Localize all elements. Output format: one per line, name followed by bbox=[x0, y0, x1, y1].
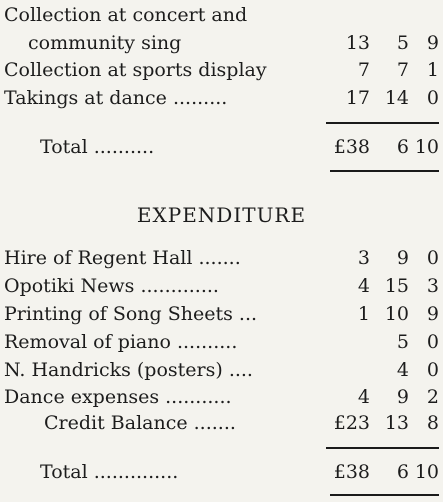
receipt-label: Collection at concert and bbox=[4, 4, 248, 26]
total-rule bbox=[326, 122, 439, 124]
expense-pence: 9 bbox=[426, 303, 439, 325]
expense-pounds: 4 bbox=[357, 275, 370, 297]
credit-balance-label: Credit Balance ....... bbox=[44, 412, 236, 434]
receipt-pounds: 7 bbox=[357, 59, 370, 81]
expense-pounds: 1 bbox=[357, 303, 370, 325]
expense-label: Hire of Regent Hall ....... bbox=[4, 247, 241, 269]
receipt-row bbox=[0, 85, 443, 112]
expense-row bbox=[0, 384, 443, 411]
receipt-pence: 9 bbox=[426, 32, 439, 54]
expense-pence: 2 bbox=[426, 386, 439, 408]
receipt-shillings: 5 bbox=[396, 32, 409, 54]
receipt-pounds: 17 bbox=[345, 87, 370, 109]
credit-balance-pence: 8 bbox=[426, 412, 439, 434]
expense-row bbox=[0, 329, 443, 356]
expense-row bbox=[0, 357, 443, 384]
expense-pence: 3 bbox=[426, 275, 439, 297]
receipts-total-label: Total .......... bbox=[40, 136, 155, 158]
receipts-total-pounds: £38 bbox=[333, 136, 370, 158]
receipts-total-row bbox=[0, 134, 443, 161]
expense-pence: 0 bbox=[426, 331, 439, 353]
receipt-shillings: 7 bbox=[396, 59, 409, 81]
expense-label: Removal of piano .......... bbox=[4, 331, 238, 353]
receipt-pence: 1 bbox=[426, 59, 439, 81]
total-rule bbox=[330, 170, 439, 172]
expenditure-total-label: Total .............. bbox=[40, 461, 179, 483]
expense-shillings: 4 bbox=[396, 359, 409, 381]
expense-pounds: 4 bbox=[357, 386, 370, 408]
expense-label: Opotiki News ............. bbox=[4, 275, 219, 297]
expense-shillings: 5 bbox=[396, 331, 409, 353]
receipt-label: Takings at dance ......... bbox=[4, 87, 228, 109]
expenditure-total-shillings: 6 bbox=[396, 461, 409, 483]
expenditure-total-pounds: £38 bbox=[333, 461, 370, 483]
expense-pence: 0 bbox=[426, 359, 439, 381]
receipt-shillings: 14 bbox=[384, 87, 409, 109]
expense-row bbox=[0, 245, 443, 272]
credit-balance-row bbox=[0, 410, 443, 437]
receipt-pence: 0 bbox=[426, 87, 439, 109]
receipt-row bbox=[0, 57, 443, 84]
receipts-total-pence: 10 bbox=[414, 136, 439, 158]
expense-label: Printing of Song Sheets ... bbox=[4, 303, 258, 325]
expense-shillings: 9 bbox=[396, 247, 409, 269]
expense-shillings: 15 bbox=[384, 275, 409, 297]
total-rule bbox=[326, 447, 439, 449]
receipt-row bbox=[0, 30, 443, 57]
expenditure-total-row bbox=[0, 459, 443, 486]
credit-balance-shillings: 13 bbox=[384, 412, 409, 434]
receipt-label: Collection at sports display bbox=[4, 59, 267, 81]
expense-pounds: 3 bbox=[357, 247, 370, 269]
expense-label: Dance expenses ........... bbox=[4, 386, 232, 408]
credit-balance-pounds: £23 bbox=[333, 412, 370, 434]
expense-shillings: 10 bbox=[384, 303, 409, 325]
receipt-label: community sing bbox=[28, 32, 182, 54]
expenditure-heading: EXPENDITURE bbox=[136, 203, 307, 227]
receipt-row bbox=[0, 2, 443, 29]
expense-row bbox=[0, 301, 443, 328]
expenditure-total-pence: 10 bbox=[414, 461, 439, 483]
receipts-total-shillings: 6 bbox=[396, 136, 409, 158]
expense-row bbox=[0, 273, 443, 300]
receipt-pounds: 13 bbox=[345, 32, 370, 54]
total-rule bbox=[330, 494, 439, 496]
expense-label: N. Handricks (posters) .... bbox=[4, 359, 253, 381]
expense-shillings: 9 bbox=[396, 386, 409, 408]
expense-pence: 0 bbox=[426, 247, 439, 269]
